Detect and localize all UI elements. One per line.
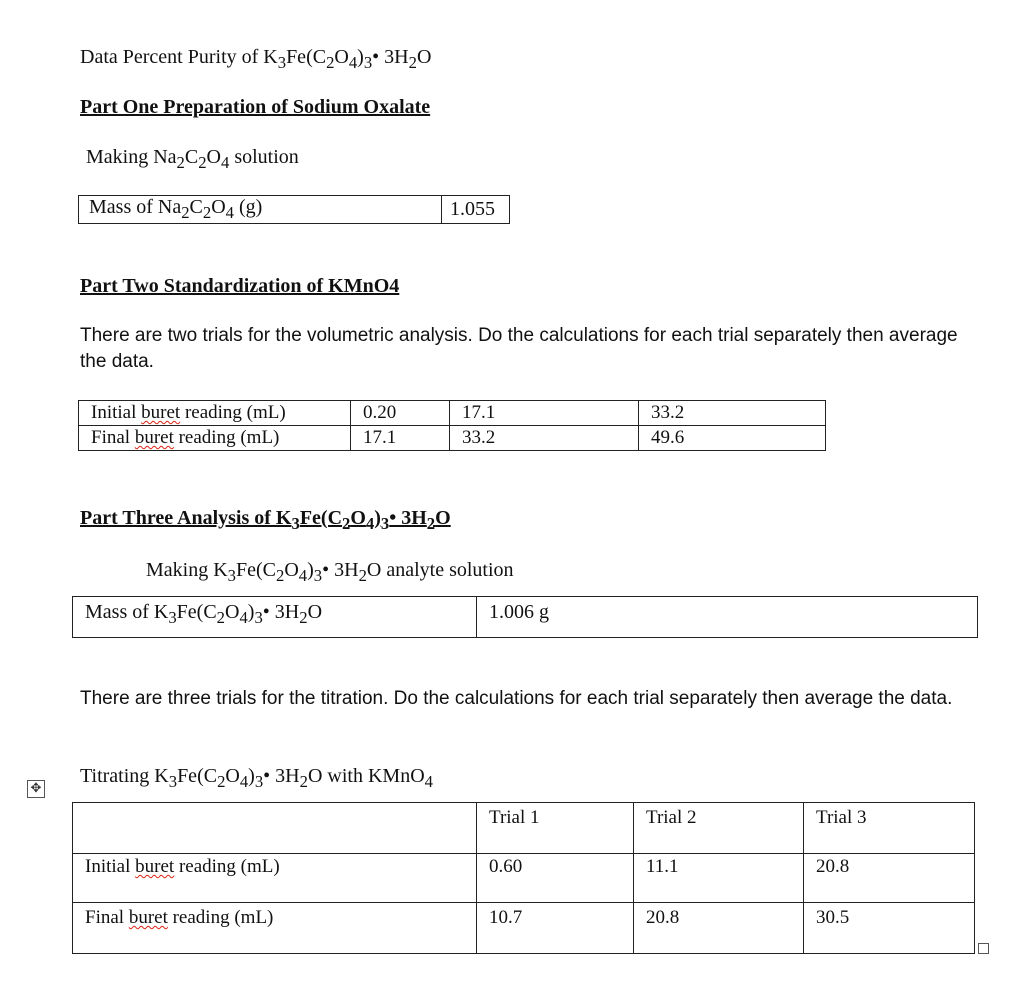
- mass-value-cell[interactable]: 1.006 g: [477, 597, 978, 638]
- table-cell[interactable]: 20.8: [804, 854, 975, 903]
- table-resize-handle-icon[interactable]: [978, 943, 989, 954]
- table-header-row: [73, 803, 975, 854]
- part-three-heading: Part Three Analysis of $K_3Fe(C_2O_4)_3•$ $3H_2O$: [80, 507, 451, 533]
- kmno4-buret-table: [78, 400, 826, 451]
- table-row: [79, 196, 510, 224]
- part-two-heading: Part Two Standardization of KMnO4: [80, 275, 400, 297]
- titration-caption: Titrating $K_3Fe(C_2O_4)_3•$ $3H_2O$ with KMnO$_4$: [80, 765, 433, 791]
- row-label-cell[interactable]: Initial buret reading (mL): [73, 854, 477, 903]
- table-cell[interactable]: 0.20: [351, 401, 450, 426]
- table-cell[interactable]: 17.1: [450, 401, 639, 426]
- table-cell[interactable]: 33.2: [639, 401, 826, 426]
- empty-header-cell[interactable]: [73, 803, 477, 854]
- trial-header-3[interactable]: Trial 3: [804, 803, 975, 854]
- mass-value-cell[interactable]: 1.055: [442, 196, 510, 224]
- row-label-cell[interactable]: Final buret reading (mL): [79, 426, 351, 451]
- part-three-subheading: Making $K_3Fe(C_2O_4)_3•$ $3H_2O$ analyte solution: [146, 559, 514, 585]
- mass-label-cell[interactable]: Mass of $K_3Fe(C_2O_4)_3•$ $3H_2O$: [73, 597, 477, 638]
- mass-label-cell[interactable]: Mass of $Na_2C_2O_4$ (g): [79, 196, 442, 224]
- table-row: [79, 401, 826, 426]
- trial-header-2[interactable]: Trial 2: [634, 803, 804, 854]
- table-cell[interactable]: 0.60: [477, 854, 634, 903]
- document-title: Data Percent Purity of $K_3Fe(C_2O_4)_3•$ $3H_2O$: [80, 46, 432, 72]
- analyte-mass-table: [72, 596, 978, 638]
- part-two-paragraph: There are two trials for the volumetric analysis. Do the calculations for each trial separately then average the data.: [80, 325, 958, 372]
- table-row: [79, 426, 826, 451]
- table-cell[interactable]: 10.7: [477, 903, 634, 954]
- table-row: [73, 903, 975, 954]
- table-row: [73, 854, 975, 903]
- row-label-cell[interactable]: Final buret reading (mL): [73, 903, 477, 954]
- table-cell[interactable]: 17.1: [351, 426, 450, 451]
- table-move-handle-icon[interactable]: ✥: [27, 780, 45, 798]
- trial-header-1[interactable]: Trial 1: [477, 803, 634, 854]
- table-cell[interactable]: 49.6: [639, 426, 826, 451]
- sodium-oxalate-mass-table: [78, 195, 510, 224]
- row-label-cell[interactable]: Initial buret reading (mL): [79, 401, 351, 426]
- table-cell[interactable]: 11.1: [634, 854, 804, 903]
- part-three-paragraph: There are three trials for the titration. Do the calculations for each trial separately then average the data.: [80, 688, 953, 709]
- table-cell[interactable]: 30.5: [804, 903, 975, 954]
- titration-table: [72, 802, 975, 954]
- part-one-heading: Part One Preparation of Sodium Oxalate: [80, 96, 431, 118]
- table-cell[interactable]: 20.8: [634, 903, 804, 954]
- table-cell[interactable]: 33.2: [450, 426, 639, 451]
- part-one-subheading: Making $Na_2C_2O_4$ solution: [86, 146, 299, 172]
- table-row: [73, 597, 978, 638]
